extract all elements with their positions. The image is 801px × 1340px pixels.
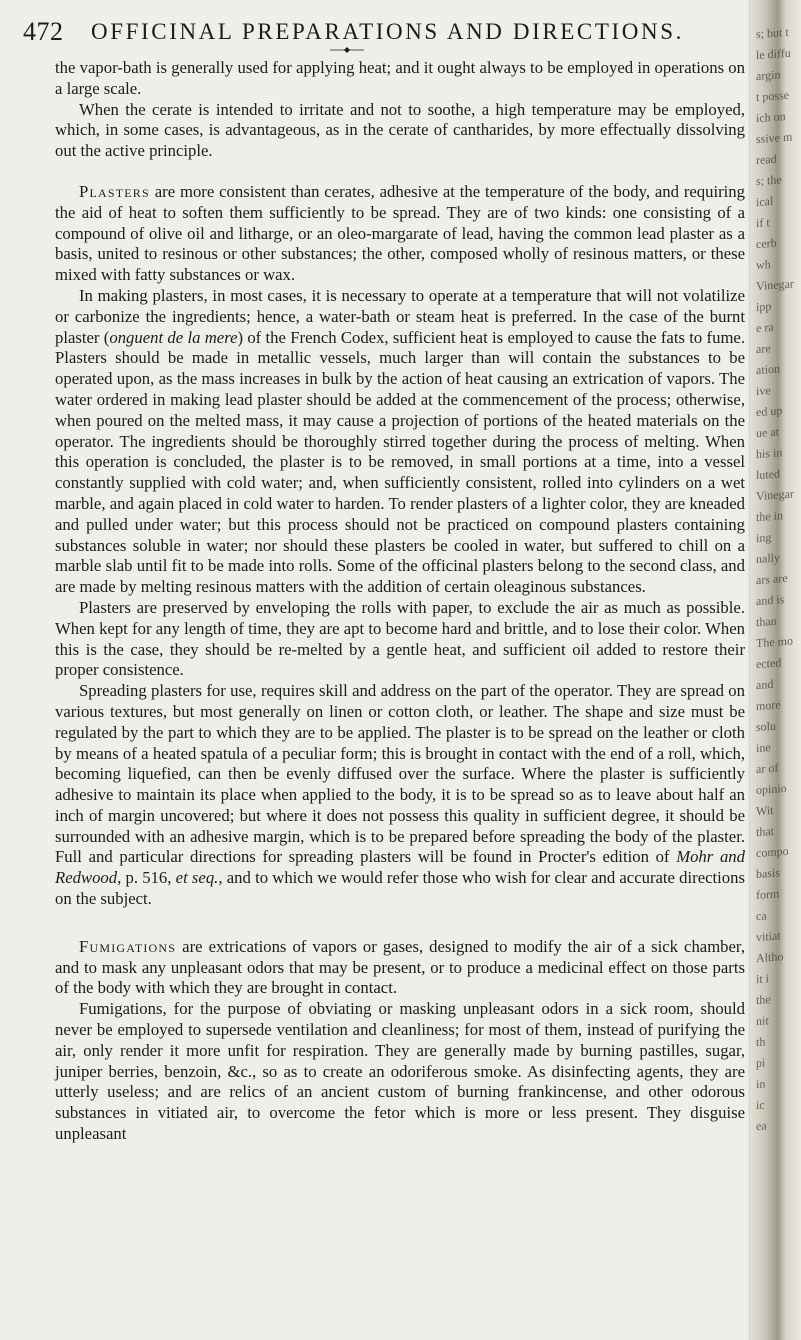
facing-page-fragment: ine bbox=[756, 740, 771, 756]
paragraph-text: , and to which we would refer those who wish for clear and accurate directions on the subject. bbox=[55, 868, 745, 909]
facing-page-fragment: ing bbox=[756, 530, 772, 546]
paragraph-preserving-plasters: Plasters are preserved by enveloping the rolls with paper, to exclude the air as much as possible. When kept for any length of time, they are apt to become hard and brittle, and to lose their color. When this is the case, they should be re-melted by a gentle heat, and sufficient oil added to restore their proper consistence. bbox=[55, 597, 745, 680]
facing-page-fragment: argin bbox=[756, 67, 781, 84]
paragraph-spreading-plasters bbox=[55, 681, 745, 910]
italic-citation: Mohr and Redwood bbox=[55, 847, 745, 888]
facing-page-fragment: that bbox=[756, 823, 774, 840]
facing-page-fragment: than bbox=[756, 613, 777, 630]
paragraph-text: ) of the French Codex, sufficient heat is employed to cause the fats to fume. Plasters should be made in metallic vessels, much larger than will contain the substances to be operated upon, as the mass increases in bulk by the action of heat causing an extrication of vapors. The water ordered in making lead plaster should be added at the commencement of the process; otherwise, when poured on the melted mass, it may cause a projection of portions of the heated materials on the operator. The ingredients should be thoroughly stirred together during the process of melting. When this operation is concluded, the plaster is to be removed, in small portions at a time, into a vessel constantly supplied with cold water; and, when sufficiently consistent, rolled into cylinders on a wet marble, and again placed in cold water to harden. To render plasters of a lighter color, they are kneaded and pulled under water; but this process should not be practiced on compound plasters containing substances soluble in water; nor should these plasters be cooled in water, but suffered to chill on a marble slab until fit to be made into rolls. Some of the officinal plasters belong to the second class, and are made by melting resinous matters with the addition of certain oleaginous substances. bbox=[55, 327, 746, 597]
paragraph-fumigations-purpose: Fumigations, for the purpose of obviating or masking unpleasant odors in a sick room, should never be employed to supersede ventilation and cleanliness; for most of them, instead of purifying the air, only render it more unfit for respiration. They are generally made by burning pastilles, sugar, juniper berries, benzoin, &c., so as to create an odoriferous smoke. As disinfecting agents, they are utterly useless; and are relics of an ancient custom of burning frankincense, and other odorous substances in vitiated air, to overcome the fetor which is more or less present. They disguise unpleasant bbox=[55, 999, 745, 1144]
facing-page-fragments bbox=[756, 20, 801, 1137]
facing-page-fragment: opinio bbox=[756, 780, 787, 798]
facing-page-fragment: it i bbox=[756, 971, 770, 987]
facing-page-fragment: and bbox=[756, 676, 774, 693]
facing-page-fragment: Wit bbox=[756, 802, 774, 819]
facing-page-fragment: th bbox=[756, 1034, 766, 1050]
running-head: OFFICINAL PREPARATIONS AND DIRECTIONS. bbox=[91, 19, 684, 44]
facing-page-fragment: form bbox=[756, 886, 780, 903]
paragraph-plasters-text: are more consistent than cerates, adhesive at the temperature of the body, and requiring the aid of heat to soften them sufficiently to be spread. They are of two kinds: one consisting of a compound of olive oil and litharge, or an oleo-margarate of lead, having the common lead plaster as a basis, united to resinous or other substances; the other, composed wholly of resinous matters, or these mixed with fatty substances or wax. bbox=[55, 181, 745, 285]
facing-page-fragment: his in bbox=[756, 445, 783, 462]
facing-page-fragment: basis bbox=[756, 865, 780, 882]
facing-page-fragment: luted bbox=[756, 466, 780, 483]
facing-page-fragment: ical bbox=[756, 193, 774, 210]
facing-page-fragment: nit bbox=[756, 1013, 769, 1029]
ornament-rule-icon bbox=[330, 47, 364, 53]
paragraph-plasters-intro bbox=[55, 182, 745, 286]
facing-page-fragment: ich on bbox=[756, 109, 786, 126]
facing-page-fragment: s; but t bbox=[756, 24, 789, 42]
section-lead-fumigations: Fumigations bbox=[79, 936, 177, 956]
facing-page-fragment: The mo bbox=[756, 633, 793, 651]
facing-page-fragment: Altho bbox=[756, 949, 784, 966]
facing-page-fragment: cerb bbox=[756, 235, 777, 252]
facing-page-fragment: in bbox=[756, 1076, 766, 1092]
paragraph-fumigations-intro bbox=[55, 937, 745, 999]
facing-page-fragment: and is bbox=[756, 592, 785, 609]
paragraph-text: , p. 516, bbox=[117, 868, 176, 888]
facing-page-fragment: ic bbox=[756, 1097, 765, 1113]
page-number: 472 bbox=[23, 17, 64, 46]
facing-page-fragment: ea bbox=[756, 1118, 767, 1134]
facing-page-fragment: s; the bbox=[756, 172, 782, 189]
facing-page-fragment: ue at bbox=[756, 424, 779, 441]
facing-page-fragment: the in bbox=[756, 508, 783, 525]
facing-page-fragment: ation bbox=[756, 361, 780, 378]
facing-page-fragment: Vinegar bbox=[756, 276, 794, 294]
facing-page-fragment: ca bbox=[756, 908, 767, 924]
facing-page-fragment: if t bbox=[756, 215, 770, 231]
facing-page-fragment: t posse bbox=[756, 87, 789, 105]
paragraph-making-plasters bbox=[55, 286, 745, 598]
facing-page-fragment: solu bbox=[756, 718, 777, 735]
facing-page-fragment: Vinegar bbox=[756, 486, 794, 504]
facing-page-fragment: e ra bbox=[756, 319, 774, 336]
page-header bbox=[23, 14, 743, 54]
facing-page-fragment: read bbox=[756, 151, 777, 168]
facing-page-fragment: ipp bbox=[756, 299, 772, 315]
facing-page-fragment: the bbox=[756, 992, 771, 1008]
facing-page-edge bbox=[750, 0, 801, 1340]
facing-page-fragment: ected bbox=[756, 655, 782, 672]
facing-page-fragment: are bbox=[756, 341, 771, 357]
facing-page-fragment: nally bbox=[756, 550, 780, 567]
facing-page-fragment: ive bbox=[756, 383, 771, 399]
facing-page-fragment: more bbox=[756, 697, 781, 714]
facing-page-fragment: ssive m bbox=[756, 129, 793, 147]
facing-page-fragment: pi bbox=[756, 1055, 766, 1071]
facing-page-fragment: compo bbox=[756, 843, 789, 861]
section-lead-plasters: Plasters bbox=[79, 181, 150, 201]
paragraph-cerate-irritate: When the cerate is intended to irritate and not to soothe, a high temperature may be employed, which, in some cases, is advantageous, as in the cerate of cantharides, by more effectually dissolving out the active principle. bbox=[55, 99, 745, 161]
italic-citation: et seq. bbox=[175, 868, 219, 888]
facing-page-fragment: ar of bbox=[756, 760, 779, 777]
paragraph-text: Spreading plasters for use, requires skill and address on the part of the operator. They are spread on various textures, but most generally on linen or cotton cloth, or leather. The shape and size must be regulated by the part to which they are to be applied. The plaster is to be spread on the leather or cloth by means of a heated spatula of a peculiar form; this is brought in contact with the end of a roll, which, becoming liquefied, can then be evenly diffused over the surface. Where the plaster is sufficiently adhesive to maintain its place when applied to the body, it is to be spread so as to leave about half an inch of margin uncovered; but where it does not possess this quality in sufficient degree, it should be surrounded with an adhesive margin, which is to be prepared before spreading the body of the plaster. Full and particular directions for spreading plasters will be found in Procter's edition of bbox=[55, 681, 745, 867]
facing-page-fragment: vitiat bbox=[756, 928, 781, 945]
facing-page-fragment: wh bbox=[756, 257, 771, 273]
facing-page-fragment: ars are bbox=[756, 570, 788, 588]
facing-page-fragment: le diffu bbox=[756, 45, 791, 63]
paragraph-text: In making plasters, in most cases, it is necessary to operate at a temperature that will not volatilize or carbonize the ingredients; hence, a water-bath or steam heat is preferred. In the case of the burnt plaster ( bbox=[55, 285, 745, 347]
page-body bbox=[55, 58, 745, 1145]
paragraph-fumigations-text: are extrications of vapors or gases, designed to modify the air of a sick chamber, and to mask any unpleasant odors that may be present, or to produce a medicinal effect on those parts of the body with which they are brought in contact. bbox=[55, 936, 745, 998]
facing-page-fragment: ed up bbox=[756, 403, 783, 420]
italic-term: onguent de la mere bbox=[109, 327, 238, 347]
paragraph-vapor-bath: the vapor-bath is generally used for applying heat; and it ought always to be employed in operations on a large scale. bbox=[55, 58, 745, 98]
